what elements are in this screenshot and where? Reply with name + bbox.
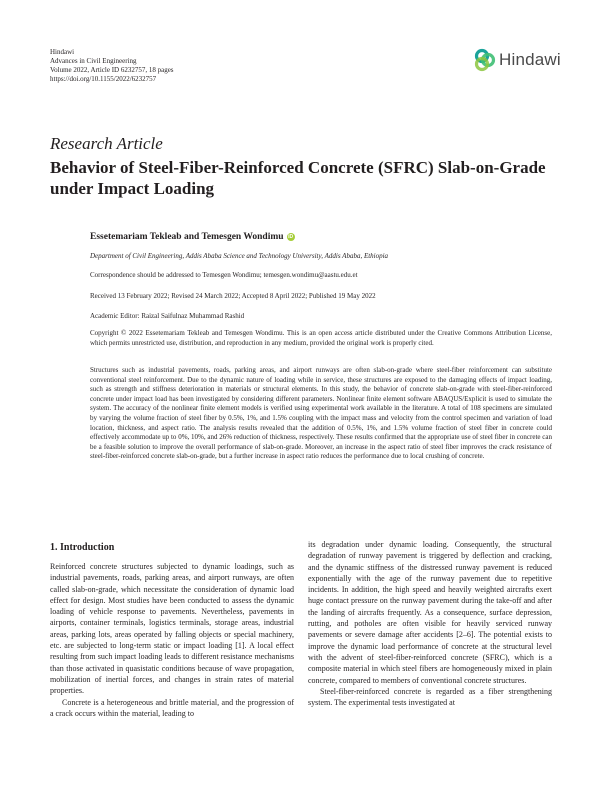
orcid-icon[interactable]: iD bbox=[288, 234, 294, 240]
paragraph: Concrete is a heterogeneous and brittle material, and the progression of a crack occurs within the material, leading to bbox=[50, 697, 294, 718]
publisher-name: Hindawi bbox=[50, 48, 75, 56]
logo-wordmark: Hindawi bbox=[499, 50, 561, 69]
hindawi-logo bbox=[474, 48, 561, 72]
academic-editor: Academic Editor: Raizal Saifulnaz Muhammad Rashid bbox=[90, 312, 245, 320]
paragraph: Reinforced concrete structures subjected to dynamic loadings, such as industrial pavements, roads, parking areas, and airport runways, are often called slab-on-grade, which necessitate the consideration of dynamic load effect for design. Most studies have been conducted to assess the dynamic loading of vehicle response to pavements. Nevertheless, pavements in airports, container terminals, logistics terminals, storage areas, industrial areas, parking lots, areas operated by falling objects or special machinery, etc. are subjected to long-term static or impact loading [1]. A local effect resulting from such impact loading leads to different resistance mechanisms than those activated in quasistatic conditions because of wave propagation, mobilization of inertial forces, and changes in strain rates of material properties. bbox=[50, 562, 294, 696]
article-dates: Received 13 February 2022; Revised 24 March 2022; Accepted 8 April 2022; Published 19 May 2022 bbox=[90, 292, 376, 300]
author-names: Essetemariam Tekleab and Temesgen Wondimu bbox=[90, 232, 284, 242]
article-type: Research Article bbox=[50, 134, 163, 153]
paragraph: its degradation under dynamic loading. Consequently, the structural degradation of runway pavement is triggered by deflection and cracking, and the dynamic stiffness of the distressed runway pavement is reduced exponentially with the age of the runway pavement due to repetitive incidents. In addition, the high speed and heavily weighted aircrafts exert huge contact pressure on the runway pavement during the take-off and after the landing of aircrafts frequently. As a consequence, surface depression, rutting, and potholes are often visible for heavily serviced runway pavements or severe damage after accidents [2–6]. The potential exists to improve the dynamic load performance of concrete at the structural level with the advent of steel-fiber-reinforced concrete (SFRC), which is a composite material in which steel fibers are homogeneously mixed in plain concrete, compared to members of conventional concrete structures. bbox=[308, 540, 552, 685]
body-column-left bbox=[50, 561, 294, 719]
hindawi-logo-icon bbox=[474, 48, 496, 72]
article-title: Behavior of Steel-Fiber-Reinforced Concrete (SFRC) Slab-on-Grade under Impact Loading bbox=[50, 158, 546, 198]
copyright-notice: Copyright © 2022 Essetemariam Tekleab and Temesgen Wondimu. This is an open access article distributed under the Creative Commons Attribution License, which permits unrestricted use, distribution, and reproduction in any medium, provided the original work is properly cited. bbox=[90, 329, 552, 347]
correspondence: Correspondence should be addressed to Temesgen Wondimu; temesgen.wondimu@aastu.edu.et bbox=[90, 271, 358, 279]
abstract: Structures such as industrial pavements, roads, parking areas, and airport runways are often slab-on-grade where steel-fiber reinforcement can substitute conventional steel reinforcement. Due to the dynamic nature of loading while in service, these structures are exposed to the damaging effects of impact loading, such as strength and stiffness deterioration in materials or structural elements. In this study, the behavior of concrete slab-on-grade with steel-fiber-reinforced concrete under impact load has been investigated by considering different parameters. Nonlinear finite element software ABAQUS/Explicit is used to simulate the system. The accuracy of the nonlinear finite element models is verified using experimental work available in the literature. A total of 108 specimens are simulated by varying the volume fraction of steel fiber by 0.5%, 1%, and 1.5% coupling with the impact mass and velocity from the control specimen and variation of load location, thickness, and aspect ratio. The analysis results revealed that the addition of 0.5%, 1%, and 1.5% volume fraction of steel fiber in concrete could effectively accommodate up to 0%, 10%, and 26% reduction of thickness, respectively. These results confirmed that the appropriate use of steel fiber in concrete can be a feasible solution to improve the overall performance of slab-on-grade. Moreover, an increase in the aspect ratio of steel fiber improves the crack resistance of steel-fiber-reinforced concrete slab-on-grade, but a further increase in aspect ratio reduces the performance due to local crushing of concrete. bbox=[90, 366, 552, 461]
section-heading-introduction: 1. Introduction bbox=[50, 542, 115, 553]
paragraph: Steel-fiber-reinforced concrete is regarded as a fiber strengthening system. The experimental tests investigated at bbox=[308, 686, 552, 708]
doi-link[interactable]: https://doi.org/10.1155/2022/6232757 bbox=[50, 75, 157, 83]
journal-name: Advances in Civil Engineering bbox=[50, 57, 137, 65]
body-column-right bbox=[308, 539, 552, 708]
article-metadata bbox=[50, 48, 174, 84]
volume-line: Volume 2022, Article ID 6232757, 18 pages bbox=[50, 66, 174, 74]
affiliation: Department of Civil Engineering, Addis Ababa Science and Technology University, Addis Ababa, Ethiopia bbox=[90, 252, 389, 260]
authors bbox=[90, 232, 295, 242]
